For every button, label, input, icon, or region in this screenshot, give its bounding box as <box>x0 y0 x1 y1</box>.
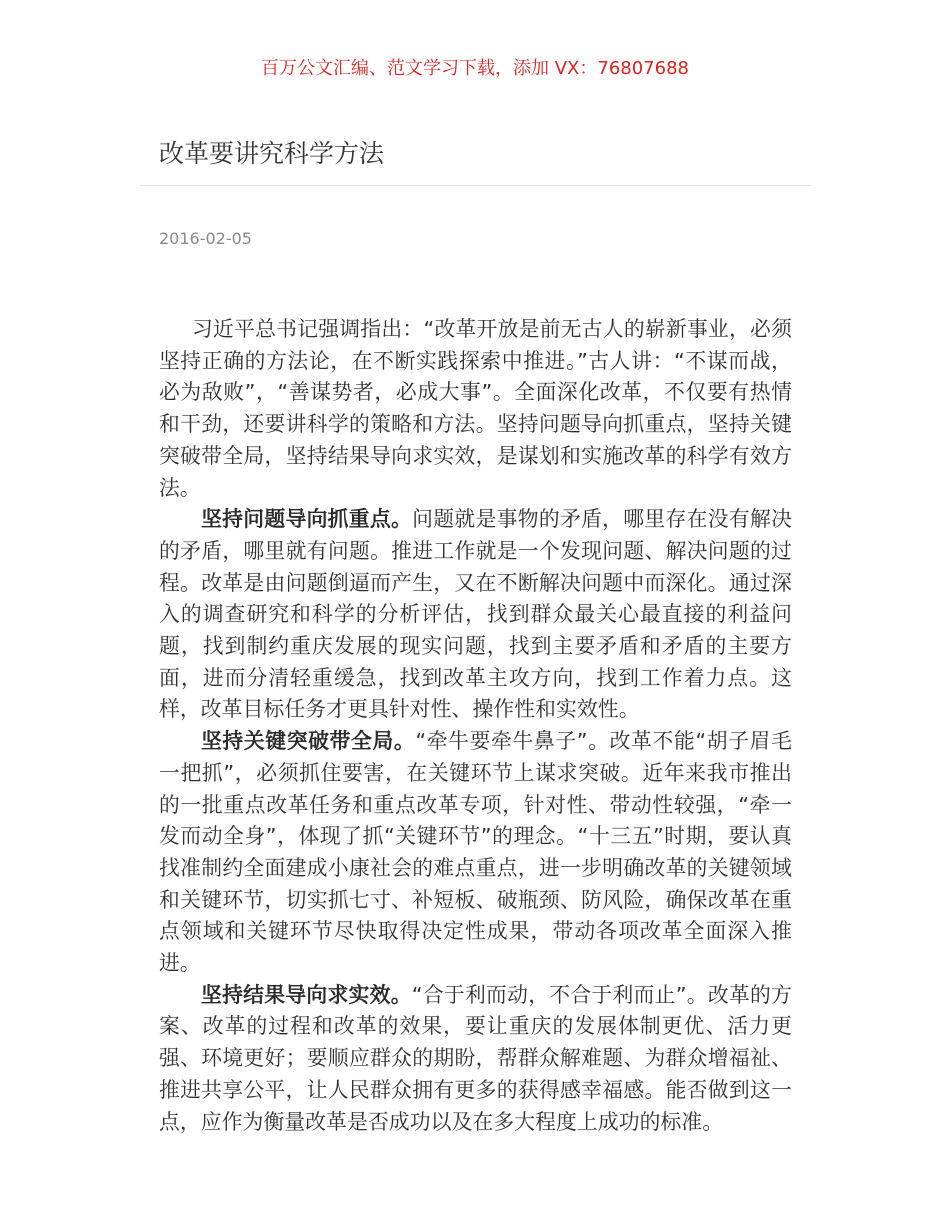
article-title: 改革要讲究科学方法 <box>159 139 385 168</box>
paragraph-lead: 坚持结果导向求实效。 <box>201 982 412 1007</box>
paragraph-result-oriented <box>159 980 792 1139</box>
promo-banner: 百万公文汇编、范文学习下载，添加 VX：76807688 <box>261 58 689 79</box>
paragraph-lead: 坚持关键突破带全局。 <box>201 729 416 754</box>
paragraph-intro <box>159 314 792 504</box>
title-divider <box>140 185 811 186</box>
paragraph-text: “合于利而动，不合于利而止”。改革的方案、改革的过程和改革的效果，要让重庆的发展体制更优、活力更强、环境更好；要顺应群众的期盼，帮群众解难题、为群众增福祉、推进共享公平，让人民群众拥有更多的获得感幸福感。能否做到这一点，应作为衡量改革是否成功以及在多大程度上成功的标准。 <box>159 982 792 1134</box>
paragraph-text: “牵牛要牵牛鼻子”。改革不能“胡子眉毛一把抓”，必须抓住要害，在关键环节上谋求突破。近年来我市推出的一批重点改革任务和重点改革专项，针对性、带动性较强，“牵一发而动全身”，体现了抓“关键环节”的理念。“十三五”时期，要认真找准制约全面建成小康社会的难点重点，进一步明确改革的关键领域和关键环节，切实抓七寸、补短板、破瓶颈、防风险，确保改革在重点领域和关键环节尽快取得决定性成果，带动各项改革全面深入推进。 <box>159 729 792 976</box>
paragraph-lead: 坚持问题导向抓重点。 <box>201 507 413 532</box>
paragraph-key-breakthrough <box>159 726 792 980</box>
paragraph-text: 问题就是事物的矛盾，哪里存在没有解决的矛盾，哪里就有问题。推进工作就是一个发现问题、解决问题的过程。改革是由问题倒逼而产生，又在不断解决问题中而深化。通过深入的调查研究和科学的分析评估，找到群众最关心最直接的利益问题，找到制约重庆发展的现实问题，找到主要矛盾和矛盾的主要方面，进而分清轻重缓急，找到改革主攻方向，找到工作着力点。这样，改革目标任务才更具针对性、操作性和实效性。 <box>159 507 792 722</box>
article-body <box>159 314 792 1138</box>
publish-date: 2016-02-05 <box>159 229 252 248</box>
paragraph-text: 习近平总书记强调指出：“改革开放是前无古人的崭新事业，必须坚持正确的方法论，在不断实践探索中推进。”古人讲：“不谋而战，必为敌败”，“善谋势者，必成大事”。全面深化改革，不仅要有热情和干劲，还要讲科学的策略和方法。坚持问题导向抓重点，坚持关键突破带全局，坚持结果导向求实效，是谋划和实施改革的科学有效方法。 <box>159 317 792 500</box>
paragraph-problem-oriented <box>159 504 792 726</box>
